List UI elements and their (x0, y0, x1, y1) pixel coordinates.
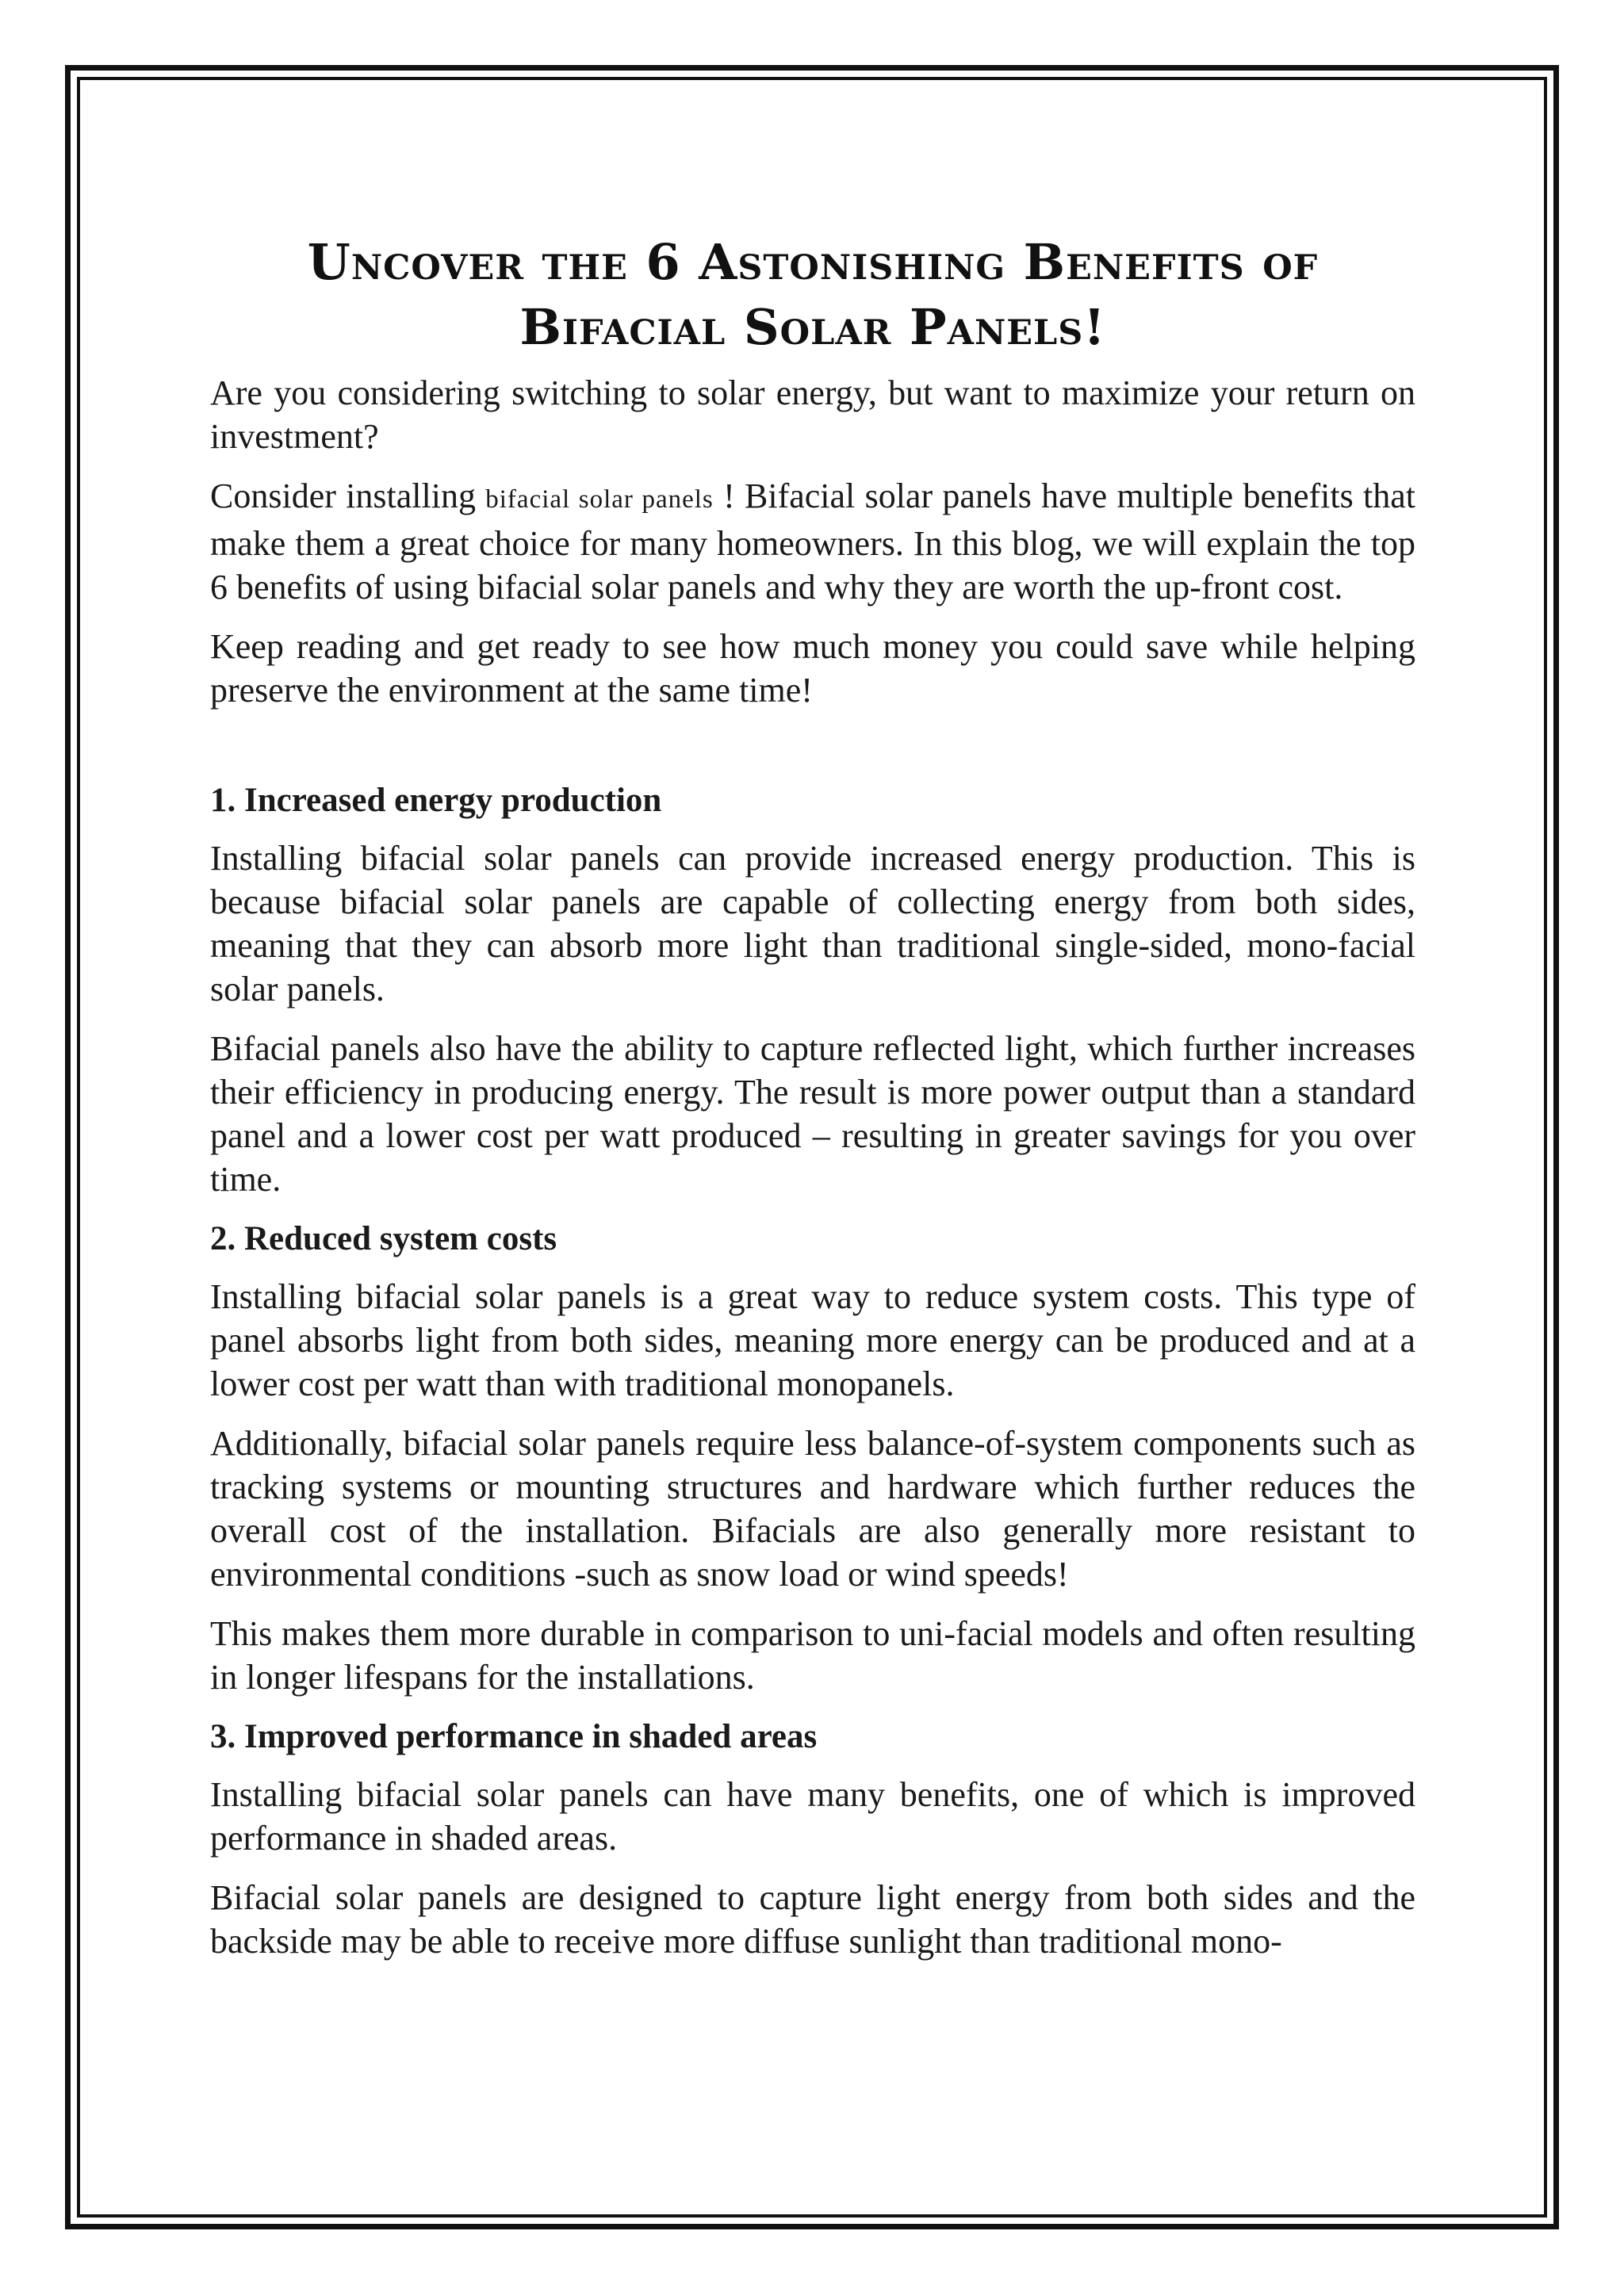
spacer (210, 728, 1415, 779)
intro-text: ! Bifacial solar panels have multiple benefits that make them a great choice for many homeowners. In this blog, we will explain the top 6 benefits of using bifacial solar panels and why they are worth the up-front cost. (210, 476, 1416, 607)
document-body (210, 230, 1415, 1979)
section-heading: 1. Increased energy production (210, 782, 662, 819)
section-heading: 3. Improved performance in shaded areas (210, 1718, 818, 1755)
section-paragraph: Bifacial solar panels are designed to capture light energy from both sides and the backside may be able to receive more diffuse sunlight than traditional mono- (210, 1878, 1415, 1961)
section-paragraph: Installing bifacial solar panels is a great way to reduce system costs. This type of panel absorbs light from both sides, meaning more energy can be produced and at a lower cost per watt than with traditional monopanels. (210, 1277, 1415, 1403)
section-paragraph: Bifacial panels also have the ability to capture reflected light, which further increases their efficiency in producing energy. The result is more power output than a standard panel and a lower cost per watt produced – resulting in greater savings for you over time. (210, 1029, 1415, 1199)
section-paragraph: This makes them more durable in comparison to uni-facial models and often resulting in longer lifespans for the installations. (210, 1614, 1415, 1697)
section-paragraph: Installing bifacial solar panels can provide increased energy production. This is because bifacial solar panels are capable of collecting energy from both sides, meaning that they can absorb more light than traditional single-sided, mono-facial solar panels. (210, 839, 1415, 1008)
intro-paragraph (210, 474, 1415, 609)
section-paragraph: Additionally, bifacial solar panels require less balance-of-system components such as tracking systems or mounting structures and hardware which further reduces the overall cost of the installation. Bifacials are also generally more resistant to environmental conditions -such as snow load or wind speeds! (210, 1424, 1415, 1594)
bifacial-solar-panels-link[interactable]: bifacial solar panels (485, 485, 714, 514)
section-heading: 2. Reduced system costs (210, 1220, 557, 1257)
intro-paragraph: Keep reading and get ready to see how much money you could save while helping preserve the environment at the same time! (210, 627, 1415, 710)
page-title: Uncover the 6 Astonishing Benefits of Bifacial Solar Panels! (307, 233, 1319, 356)
intro-text: Consider installing (210, 476, 486, 515)
intro-paragraph: Are you considering switching to solar energy, but want to maximize your return on investment? (210, 373, 1415, 456)
section-paragraph: Installing bifacial solar panels can have many benefits, one of which is improved performance in shaded areas. (210, 1775, 1415, 1858)
